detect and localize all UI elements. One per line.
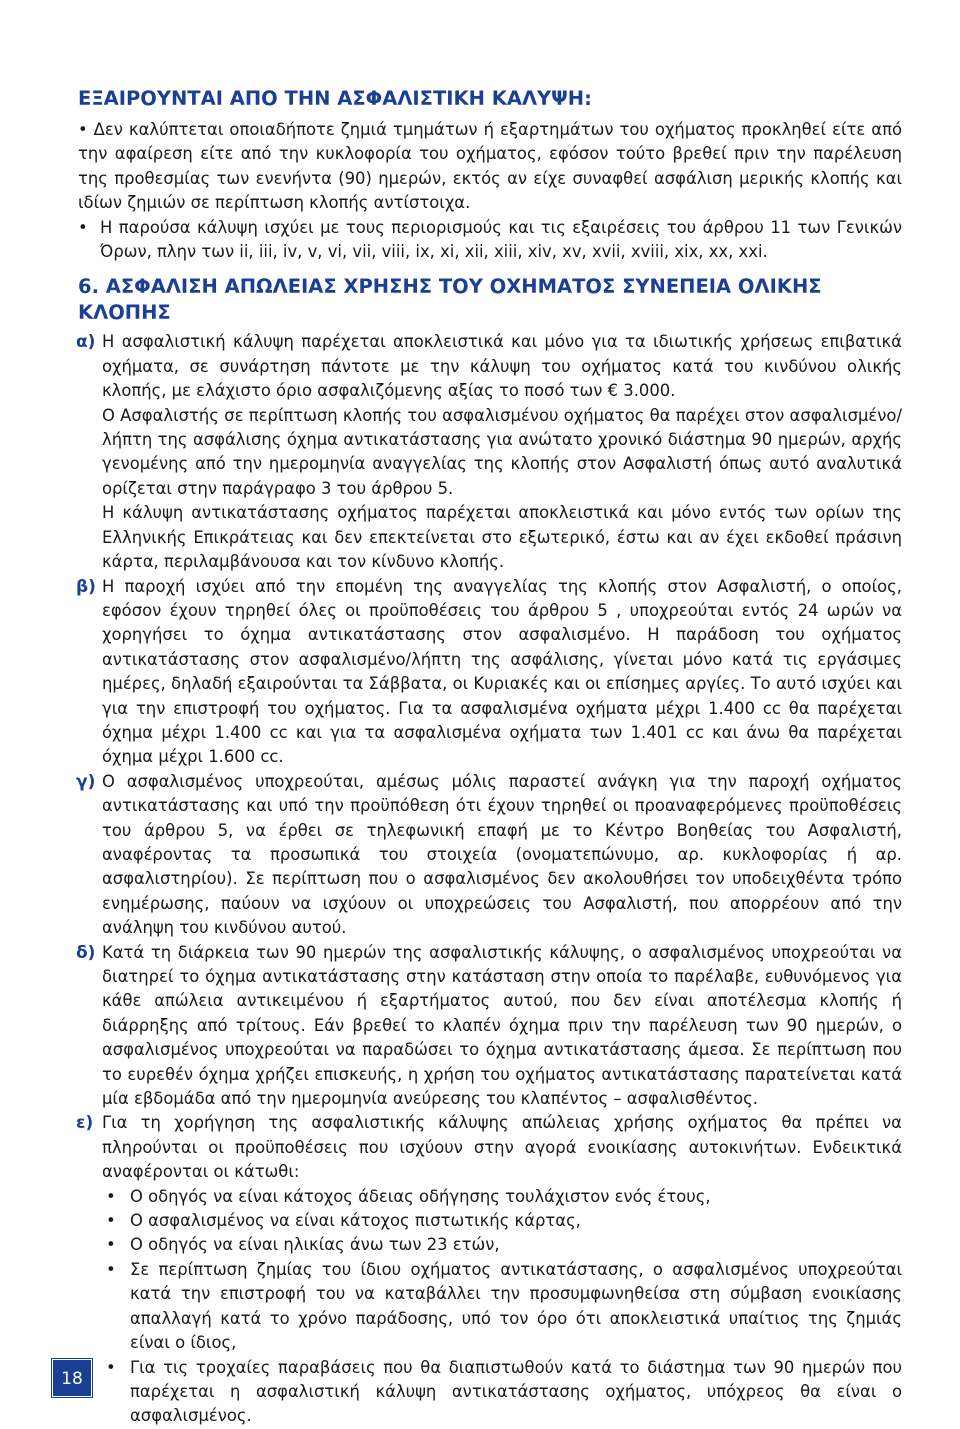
section-6-heading: 6. ΑΣΦΑΛΙΣΗ ΑΠΩΛΕΙΑΣ ΧΡΗΣΗΣ ΤΟΥ ΟΧΗΜΑΤΟΣ ΣΥΝΕΠΕΙΑ ΟΛΙΚΗΣ ΚΛΟΠΗΣ xyxy=(78,275,822,325)
requirement-bullet: • Ο οδηγός να είναι ηλικίας άνω των 23 ετών, xyxy=(78,1233,902,1257)
clause-a-paragraph: Ο Ασφαλιστής σε περίπτωση κλοπής του ασφαλισμένου οχήματος θα παρέχει στον ασφαλισμένο/λήπτη της ασφάλισης όχημα αντικατάστασης για ανώτατο χρονικό διάστημα 90 ημερών, αρχής γενομένης από την ημερομηνία αναγγελίας της κλοπής στον Ασφαλιστή όπως αυτό αναλυτικά ορίζεται στην παράγραφο 3 του άρθρου 5. xyxy=(102,405,902,498)
exclusion-bullet: • Η παρούσα κάλυψη ισχύει με τους περιορισμούς και τις εξαιρέσεις του άρθρου 11 των Γενικών Όρων, πλην των ii, iii, iv, v, vi, vii, viii, ix, xi, xii, xiii, xiv, xv, xvii, xviii, xix, xx, xxi. xyxy=(78,217,902,262)
clause-d: δ) Κατά τη διάρκεια των 90 ημερών της ασφαλιστικής κάλυψης, ο ασφαλισμένος υποχρεούται να διατηρεί το όχημα αντικατάστασης στην κατάσταση στην οποία το παρέλαβε, ευθυνόμενος για κάθε απώλεια αντικειμένου ή εξαρτήματος αυτού, που δεν είναι αποτέλεσμα κλοπής ή διάρρηξης από τρίτους. Εάν βρεθεί το κλαπέν όχημα πριν την παρέλευση των 90 ημερών, ο ασφαλισμένος υποχρεούται να παραδώσει το όχημα αντικατάστασης άμεσα. Σε περίπτωση που το ευρεθέν όχημα χρήζει επισκευής, η χρήση του οχήματος αντικατάστασης παρατείνεται κατά μία εβδομάδα από την ημερομηνία ανεύρεσης του κλαπέντος – ασφαλισθέντος. xyxy=(76,942,902,1109)
exclusions-heading: ΕΞΑΙΡΟΥΝΤΑΙ ΑΠΟ ΤΗΝ ΑΣΦΑΛΙΣΤΙΚΗ ΚΑΛΥΨΗ: xyxy=(78,87,592,110)
clause-marker: γ) xyxy=(76,771,96,792)
page-number: 18 xyxy=(52,1359,92,1397)
requirement-bullet: • Σε περίπτωση ζημίας του ίδιου οχήματος αντικατάστασης, ο ασφαλισμένος υποχρεούται κατά την επιστροφή του να καταβάλλει την προσυμφωνηθείσα στη σύμβαση ενοικίασης απαλλαγή κατά το χρόνο παράδοσης, υπό τον όρο ότι αποκλειστικά υπαίτιος της ζημιάς είναι ο ίδιος, xyxy=(106,1259,902,1353)
requirement-bullet: • Για τις τροχαίες παραβάσεις που θα διαπιστωθούν κατά το διάστημα των 90 ημερών που παρέχεται η ασφαλιστική κάλυψη αντικατάστασης οχήματος, υπόχρεος θα είναι ο ασφαλισμένος. xyxy=(106,1357,902,1426)
bullet-icon: • xyxy=(78,120,88,139)
clause-a: α) Η ασφαλιστική κάλυψη παρέχεται αποκλειστικά και μόνο για τα ιδιωτικής χρήσεως επιβατικά οχήματα, σε συνάρτηση πάντοτε με την κάλυψη του οχήματος κατά του κινδύνου ολικής κλοπής, με ελάχιστο όριο ασφαλιζόμενης αξίας το ποσό των € 3.000. xyxy=(76,332,902,401)
clause-marker: δ) xyxy=(76,942,96,963)
clause-marker: ε) xyxy=(76,1113,94,1134)
requirement-bullet: • Ο ασφαλισμένος να είναι κάτοχος πιστωτικής κάρτας, xyxy=(78,1209,902,1233)
bullet-icon: • xyxy=(106,1235,116,1255)
exclusion-bullet: • Δεν καλύπτεται οποιαδήποτε ζημιά τμημάτων ή εξαρτημάτων του οχήματος προκληθεί είτε από την αφαίρεση είτε από την κυκλοφορία του οχήματος, εφόσον τούτο βρεθεί πριν την παρέλευση της προθεσμίας των ενενήντα (90) ημερών, εκτός αν είχε συναφθεί ασφάλιση μερικής κλοπής και ιδίων ζημιών σε περίπτωση κλοπής αντίστοιχα. xyxy=(78,120,902,213)
clause-b: β) Η παροχή ισχύει από την επομένη της αναγγελίας της κλοπής στον Ασφαλιστή, ο οποίος, εφόσον έχουν τηρηθεί όλες οι προϋποθέσεις του άρθρου 5 , υποχρεούται εντός 24 ωρών να χορηγήσει το όχημα αντικατάστασης στον ασφαλισμένο. Η παράδοση του οχήματος αντικατάστασης στον ασφαλισμένο/λήπτη της ασφάλισης, γίνεται μόνο κατά τις εργάσιμες ημέρες, δηλαδή εξαιρούνται τα Σάββατα, οι Κυριακές και οι επίσημες αργίες. Το αυτό ισχύει και για την επιστροφή του οχήματος. Για τα ασφαλισμένα οχήματα μέχρι 1.400 cc θα παρέχεται όχημα μέχρι 1.400 cc και για τα ασφαλισμένα οχήματα των 1.401 cc και άνω θα παρέχεται όχημα μέχρι 1.600 cc. xyxy=(76,576,902,767)
bullet-icon: • xyxy=(106,1357,116,1377)
requirement-bullet: • Ο οδηγός να είναι κάτοχος άδειας οδήγησης τουλάχιστον ενός έτους, xyxy=(78,1185,902,1209)
clause-a-paragraph: Η κάλυψη αντικατάστασης οχήματος παρέχεται αποκλειστικά και μόνο εντός των ορίων της Ελληνικής Επικράτειας και δεν επεκτείνεται στο εξωτερικό, έστω και αν έχει εκδοθεί πράσινη κάρτα, περιλαμβάνουσα και τον κίνδυνο κλοπής. xyxy=(102,503,902,572)
bullet-icon: • xyxy=(106,1211,116,1231)
clause-c: γ) Ο ασφαλισμένος υποχρεούται, αμέσως μόλις παραστεί ανάγκη για την παροχή οχήματος αντικατάστασης και υπό την προϋπόθεση ότι έχουν τηρηθεί οι προαναφερόμενες προϋποθέσεις του άρθρου 5, να έρθει σε τηλεφωνική επαφή με το Κέντρο Βοηθείας του Ασφαλιστή, αναφέροντας τα προσωπικά του στοιχεία (ονοματεπώνυμο, αρ. κυκλοφορίας ή αρ. ασφαλιστηρίου). Σε περίπτωση που ο ασφαλισμένος δεν ακολουθήσει τον υποδειχθέντα τρόπο ενημέρωσης, παύουν να ισχύουν οι υποχρεώσεις του Ασφαλιστή, που απορρέουν από την ανάληψη του κινδύνου αυτού. xyxy=(76,771,902,938)
bullet-icon: • xyxy=(78,217,88,237)
clause-marker: β) xyxy=(76,576,96,597)
clause-e: ε) Για τη χορήγηση της ασφαλιστικής κάλυψης απώλειας χρήσης οχήματος θα πρέπει να πληρούνται οι προϋποθέσεις που ισχύουν στην αγορά ενοικίασης αυτοκινήτων. Ενδεικτικά αναφέρονται οι κάτωθι: xyxy=(76,1113,902,1182)
clause-marker: α) xyxy=(76,332,96,353)
bullet-icon: • xyxy=(106,1259,116,1279)
bullet-icon: • xyxy=(106,1186,116,1206)
page-content xyxy=(78,86,902,1429)
